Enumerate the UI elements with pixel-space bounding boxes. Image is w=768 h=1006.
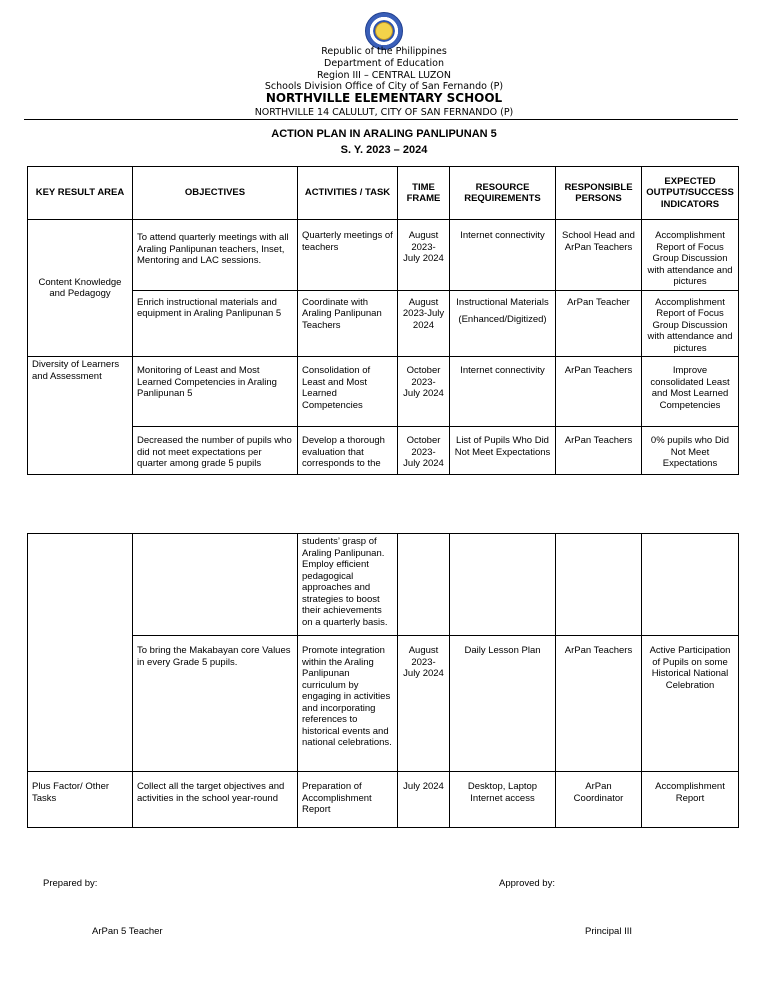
output-cell: Active Participation of Pupils on some Historical National Celebration <box>642 636 739 772</box>
table-row <box>28 427 739 475</box>
persons-cell: School Head and ArPan Teachers <box>556 220 642 291</box>
activity-cell: Preparation of Accomplishment Report <box>298 772 398 828</box>
header-divider <box>24 119 738 120</box>
header-line-3: Region III – CENTRAL LUZON <box>316 70 451 81</box>
activity-cell: students’ grasp of Araling Panlipunan. Employ efficient pedagogical approaches and strategies to boost their achievements on a quarterly basis. <box>298 534 398 636</box>
objective-cell <box>133 534 298 636</box>
objective-cell: Enrich instructional materials and equipment in Araling Panlipunan 5 <box>133 290 298 357</box>
persons-cell <box>556 534 642 636</box>
time-frame-cell <box>398 534 450 636</box>
activity-cell: Promote integration within the Araling Panlipunan curriculum by engaging in activities and incorporating references to historical events and national celebrations. <box>298 636 398 772</box>
resource-cell: Daily Lesson Plan <box>450 636 556 772</box>
kra-content-knowledge: Content Knowledge and Pedagogy <box>28 220 133 357</box>
persons-cell: ArPan Teachers <box>556 357 642 427</box>
output-cell: Improve consolidated Least and Most Learned Competencies <box>642 357 739 427</box>
table-row <box>28 357 739 427</box>
col-objectives: OBJECTIVES <box>133 167 298 220</box>
table-row <box>28 290 739 357</box>
action-plan-table-continued <box>27 533 739 828</box>
kra-diversity-of-learners: Diversity of Learners and Assessment <box>28 357 133 475</box>
prepared-by-label: Prepared by: <box>43 878 98 889</box>
header-line-2: Department of Education <box>324 58 444 69</box>
col-resources: RESOURCE REQUIREMENTS <box>450 167 556 220</box>
col-time-frame: TIME FRAME <box>398 167 450 220</box>
resource-cell: Desktop, Laptop Internet access <box>450 772 556 828</box>
objective-cell: Monitoring of Least and Most Learned Competencies in Araling Panlipunan 5 <box>133 357 298 427</box>
table-header-row <box>28 167 739 220</box>
time-frame-cell: October 2023- July 2024 <box>398 427 450 475</box>
table-row <box>28 220 739 291</box>
time-frame-cell: August 2023- July 2024 <box>398 220 450 291</box>
output-cell: Accomplishment Report <box>642 772 739 828</box>
kra-plus-factor: Plus Factor/ Other Tasks <box>28 772 133 828</box>
col-activities: ACTIVITIES / TASK <box>298 167 398 220</box>
activity-cell: Consolidation of Least and Most Learned Competencies <box>298 357 398 427</box>
table-row <box>28 636 739 772</box>
col-key-result-area: KEY RESULT AREA <box>28 167 133 220</box>
prepared-by-role: ArPan 5 Teacher <box>92 926 163 937</box>
output-cell: 0% pupils who Did Not Meet Expectations <box>642 427 739 475</box>
school-name: NORTHVILLE ELEMENTARY SCHOOL <box>265 91 503 105</box>
plan-title: ACTION PLAN IN ARALING PANLIPUNAN 5 <box>271 128 497 140</box>
objective-cell: Collect all the target objectives and activities in the school year-round <box>133 772 298 828</box>
table-row <box>28 534 739 636</box>
output-cell: Accomplishment Report of Focus Group Discussion with attendance and pictures <box>642 220 739 291</box>
school-year: S. Y. 2023 – 2024 <box>340 144 428 156</box>
objective-cell: To attend quarterly meetings with all Araling Panlipunan teachers, Inset, Mentoring and LAC sessions. <box>133 220 298 291</box>
time-frame-cell: October 2023- July 2024 <box>398 357 450 427</box>
kra-continued <box>28 534 133 772</box>
approved-by-role: Principal III <box>585 926 632 937</box>
output-cell <box>642 534 739 636</box>
deped-seal <box>365 12 403 50</box>
resource-line-2: (Enhanced/Digitized) <box>458 314 547 325</box>
activity-cell: Develop a thorough evaluation that corresponds to the <box>298 427 398 475</box>
col-responsible: RESPONSIBLE PERSONS <box>556 167 642 220</box>
persons-cell: ArPan Coordinator <box>556 772 642 828</box>
activity-cell: Quarterly meetings of teachers <box>298 220 398 291</box>
approved-by-label: Approved by: <box>499 878 555 889</box>
persons-cell: ArPan Teachers <box>556 636 642 772</box>
resource-line-1: Instructional Materials <box>456 296 549 308</box>
time-frame-cell: July 2024 <box>398 772 450 828</box>
resource-cell: Internet connectivity <box>450 220 556 291</box>
output-cell: Accomplishment Report of Focus Group Discussion with attendance and pictures <box>642 290 739 357</box>
school-address: NORTHVILLE 14 CALULUT, CITY OF SAN FERNANDO (P) <box>254 107 514 118</box>
header-line-4: Schools Division Office of City of San Fernando (P) <box>264 81 504 92</box>
resource-cell <box>450 534 556 636</box>
activity-cell: Coordinate with Araling Panlipunan Teachers <box>298 290 398 357</box>
resource-cell: Internet connectivity <box>450 357 556 427</box>
table-row <box>28 772 739 828</box>
resource-cell <box>450 290 556 357</box>
time-frame-cell: August 2023- July 2024 <box>398 636 450 772</box>
persons-cell: ArPan Teacher <box>556 290 642 357</box>
col-expected-output: EXPECTED OUTPUT/SUCCESS INDICATORS <box>642 167 739 220</box>
action-plan-table <box>27 166 739 475</box>
time-frame-cell: August 2023-July 2024 <box>398 290 450 357</box>
header-line-1: Republic of the Philippines <box>321 46 447 57</box>
persons-cell: ArPan Teachers <box>556 427 642 475</box>
objective-cell: To bring the Makabayan core Values in every Grade 5 pupils. <box>133 636 298 772</box>
resource-cell: List of Pupils Who Did Not Meet Expectations <box>450 427 556 475</box>
objective-cell: Decreased the number of pupils who did not meet expectations per quarter among grade 5 pupils <box>133 427 298 475</box>
